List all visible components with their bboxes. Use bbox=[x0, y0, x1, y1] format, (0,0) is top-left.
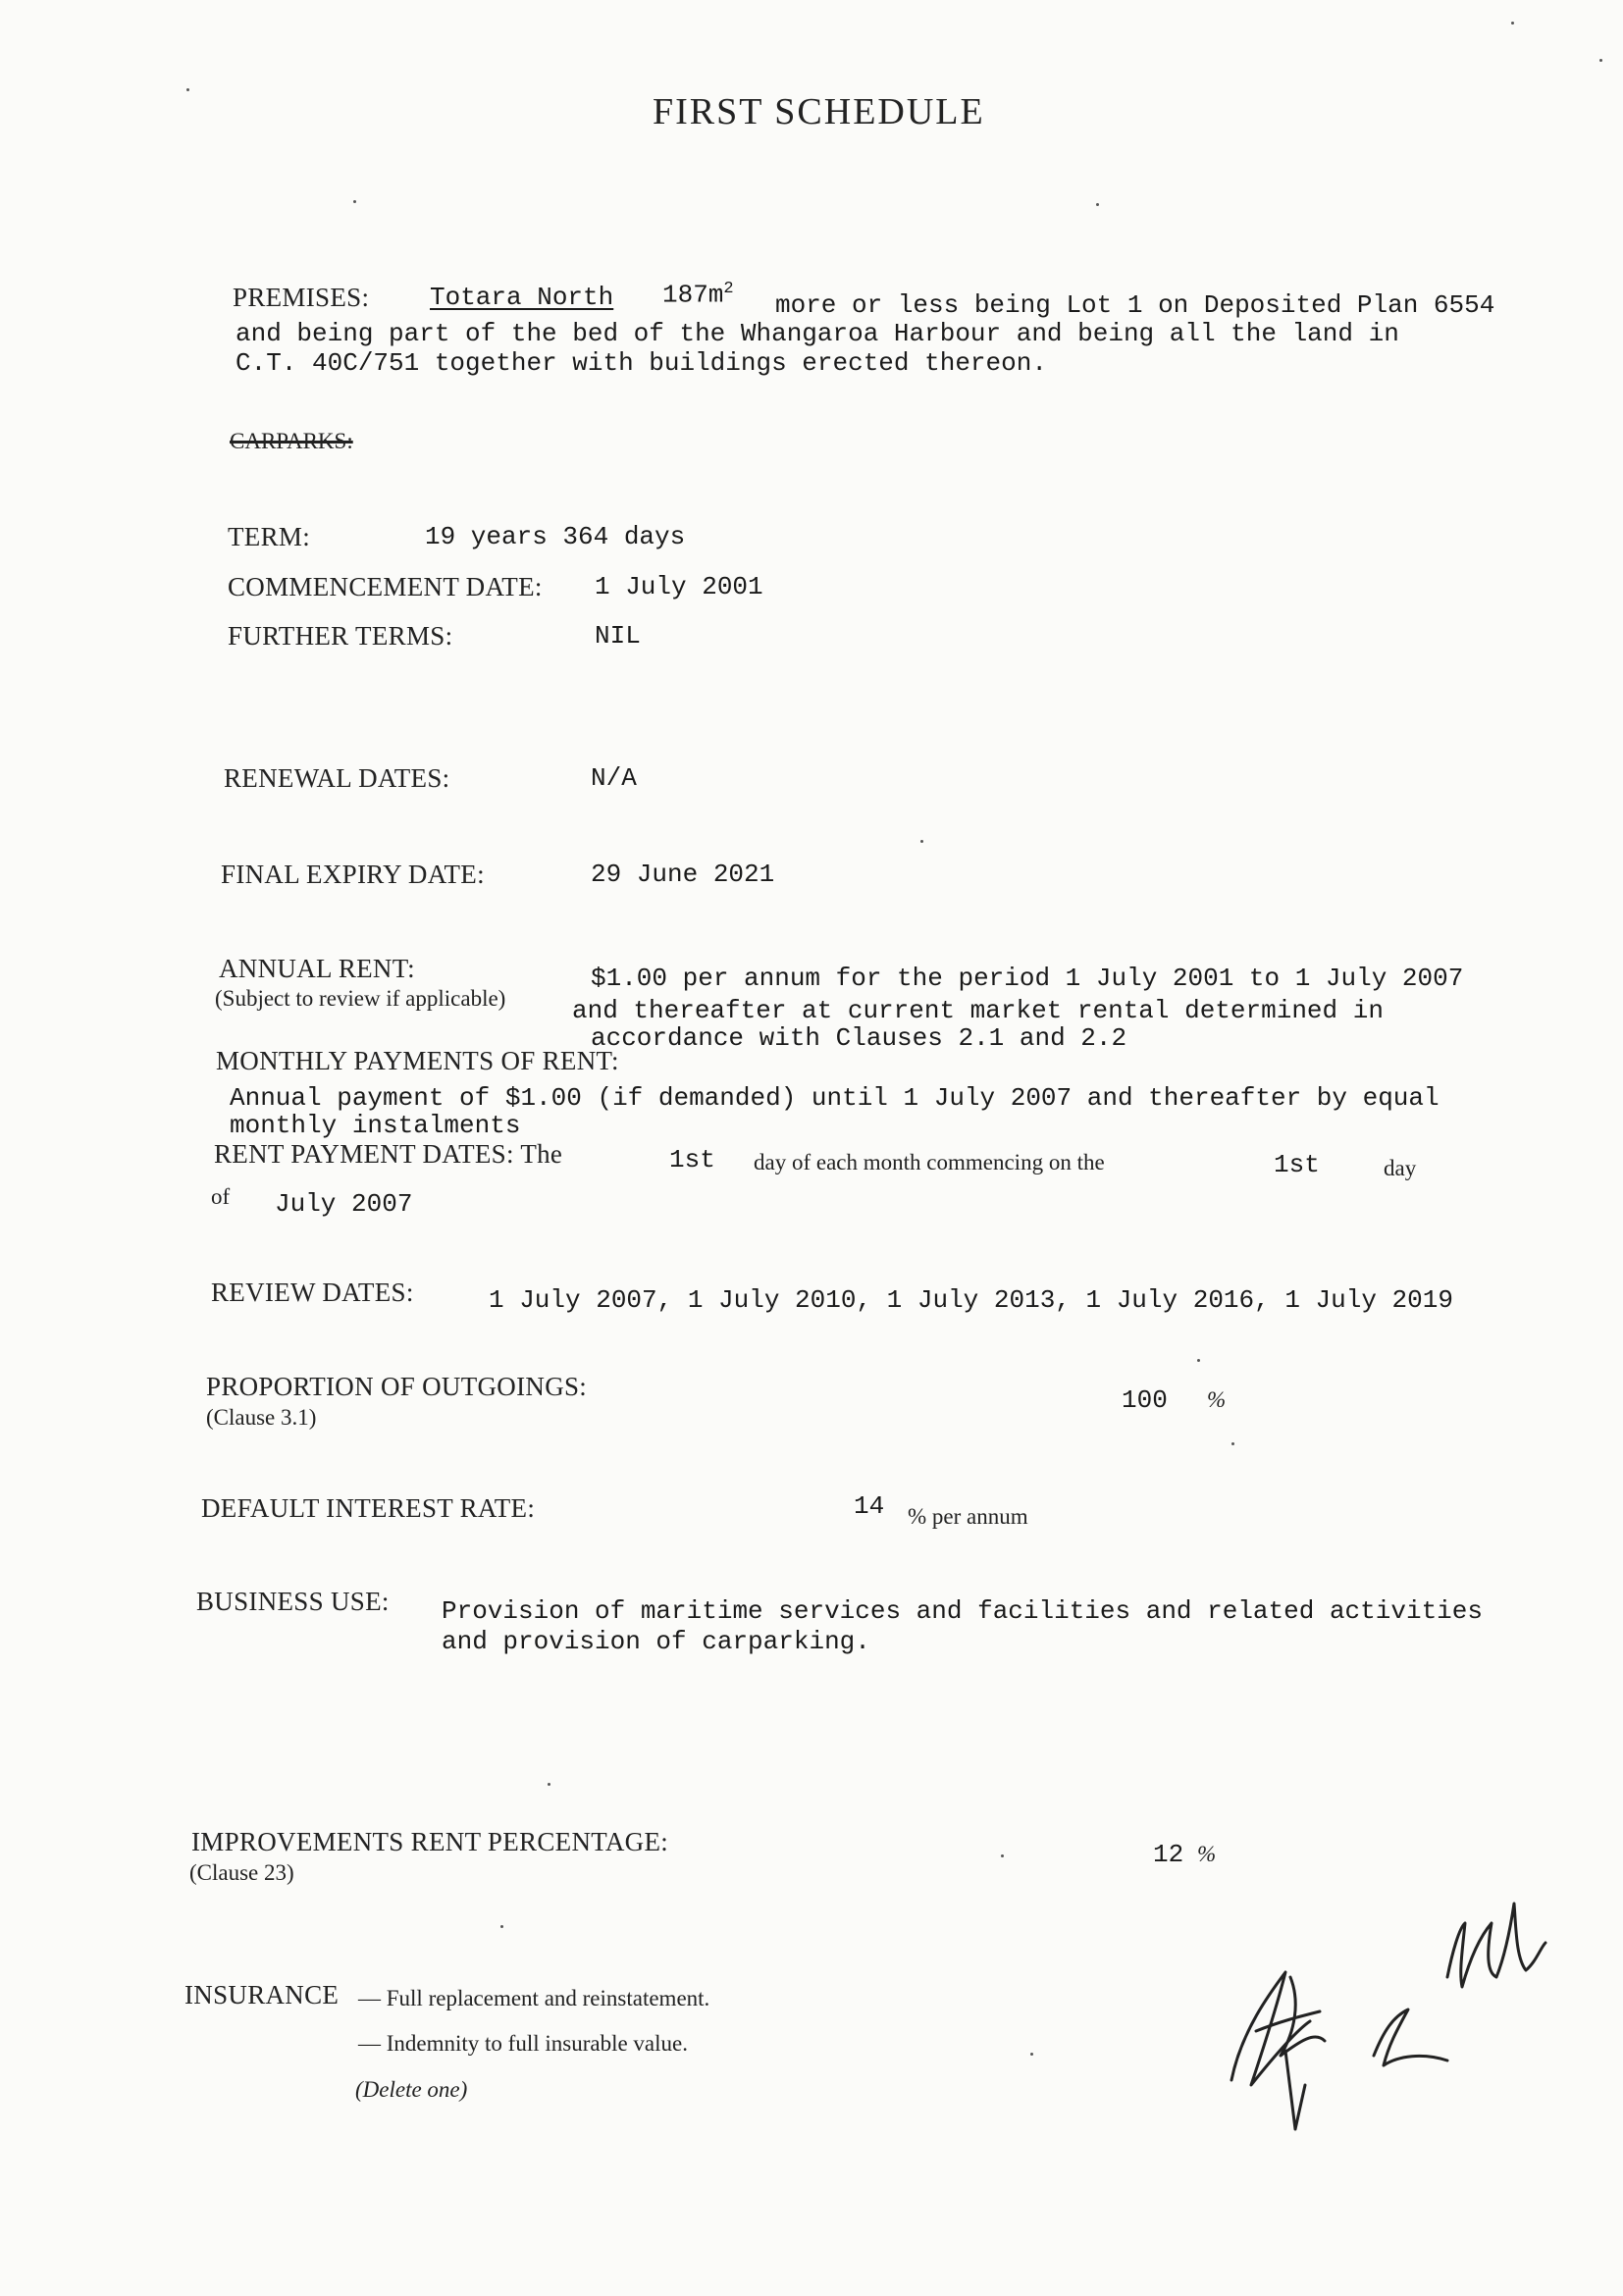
handwritten-initials bbox=[1202, 1884, 1555, 2159]
outgoings-clause: (Clause 3.1) bbox=[206, 1405, 317, 1430]
insurance-option-1: — Full replacement and reinstatement. bbox=[358, 1986, 710, 2010]
scan-speck bbox=[500, 1925, 503, 1928]
rent-payment-label: RENT PAYMENT DATES: The bbox=[214, 1139, 563, 1169]
term-value: 19 years 364 days bbox=[425, 522, 686, 551]
outgoings-unit: % bbox=[1207, 1387, 1227, 1412]
default-interest-value: 14 bbox=[854, 1491, 885, 1521]
final-expiry-label: FINAL EXPIRY DATE: bbox=[221, 860, 485, 889]
monthly-line-2: monthly instalments bbox=[230, 1111, 521, 1140]
premises-label: PREMISES: bbox=[233, 283, 370, 312]
premises-area-value: 187m bbox=[662, 280, 724, 310]
scan-speck bbox=[1030, 2053, 1033, 2056]
rent-payment-month: July 2007 bbox=[275, 1189, 413, 1219]
annual-rent-line-1: $1.00 per annum for the period 1 July 2001 to 1 July 2007 bbox=[591, 964, 1464, 993]
rent-payment-of-word: of bbox=[211, 1184, 231, 1209]
scan-speck bbox=[186, 88, 189, 91]
premises-line-1: more or less being Lot 1 on Deposited Plan 6554 bbox=[775, 290, 1495, 320]
further-terms-value: NIL bbox=[595, 621, 641, 651]
final-expiry-value: 29 June 2021 bbox=[591, 860, 775, 889]
scan-speck bbox=[1231, 1442, 1234, 1445]
insurance-note: (Delete one) bbox=[355, 2077, 468, 2102]
review-value: 1 July 2007, 1 July 2010, 1 July 2013, 1 July 2016, 1 July 2019 bbox=[489, 1285, 1453, 1315]
monthly-line-1: Annual payment of $1.00 (if demanded) until 1 July 2007 and thereafter by equal bbox=[230, 1083, 1440, 1113]
improvements-label: IMPROVEMENTS RENT PERCENTAGE: bbox=[191, 1827, 669, 1856]
scan-speck bbox=[920, 840, 923, 843]
rent-payment-mid: day of each month commencing on the bbox=[754, 1150, 1105, 1174]
premises-place: Totara North bbox=[430, 283, 614, 312]
carparks-label: CARPARKS: bbox=[230, 429, 353, 453]
scan-speck bbox=[1511, 22, 1514, 25]
renewal-label: RENEWAL DATES: bbox=[224, 763, 450, 793]
scan-speck bbox=[1001, 1854, 1004, 1857]
commencement-value: 1 July 2001 bbox=[595, 572, 763, 601]
premises-area-exponent: 2 bbox=[723, 280, 734, 298]
outgoings-value: 100 bbox=[1122, 1385, 1168, 1415]
annual-rent-line-3: accordance with Clauses 2.1 and 2.2 bbox=[591, 1023, 1127, 1053]
insurance-option-2: — Indemnity to full insurable value. bbox=[358, 2031, 688, 2056]
scan-speck bbox=[1599, 59, 1602, 62]
premises-line-3: C.T. 40C/751 together with buildings erected thereon. bbox=[236, 348, 1047, 378]
scan-speck bbox=[1096, 203, 1099, 206]
scan-speck bbox=[1197, 1359, 1200, 1362]
business-use-line-1: Provision of maritime services and facilities and related activities bbox=[442, 1596, 1483, 1626]
monthly-label: MONTHLY PAYMENTS OF RENT: bbox=[216, 1046, 619, 1075]
scan-speck bbox=[353, 200, 356, 203]
term-label: TERM: bbox=[228, 522, 311, 551]
improvements-unit: % bbox=[1197, 1842, 1217, 1866]
scan-speck bbox=[548, 1783, 550, 1786]
insurance-label: INSURANCE bbox=[184, 1980, 340, 2009]
renewal-value: N/A bbox=[591, 763, 637, 793]
annual-rent-line-2: and thereafter at current market rental determined in bbox=[572, 996, 1384, 1025]
commencement-label: COMMENCEMENT DATE: bbox=[228, 572, 543, 601]
rent-payment-day-word: day bbox=[1384, 1156, 1417, 1180]
rent-payment-day-2: 1st bbox=[1274, 1150, 1320, 1179]
default-interest-label: DEFAULT INTEREST RATE: bbox=[201, 1493, 536, 1523]
page-title: FIRST SCHEDULE bbox=[653, 91, 985, 132]
premises-line-2: and being part of the bed of the Whangaroa Harbour and being all the land in bbox=[236, 319, 1399, 348]
premises-area bbox=[662, 280, 734, 310]
outgoings-label: PROPORTION OF OUTGOINGS: bbox=[206, 1372, 588, 1401]
business-use-label: BUSINESS USE: bbox=[196, 1587, 390, 1616]
rent-payment-day-1: 1st bbox=[669, 1145, 715, 1174]
review-label: REVIEW DATES: bbox=[211, 1278, 414, 1307]
business-use-line-2: and provision of carparking. bbox=[442, 1627, 870, 1656]
default-interest-unit: % per annum bbox=[908, 1504, 1028, 1529]
improvements-clause: (Clause 23) bbox=[189, 1860, 294, 1885]
annual-rent-label: ANNUAL RENT: bbox=[219, 954, 415, 983]
further-terms-label: FURTHER TERMS: bbox=[228, 621, 453, 651]
annual-rent-note: (Subject to review if applicable) bbox=[215, 986, 506, 1011]
improvements-value: 12 bbox=[1153, 1840, 1184, 1869]
